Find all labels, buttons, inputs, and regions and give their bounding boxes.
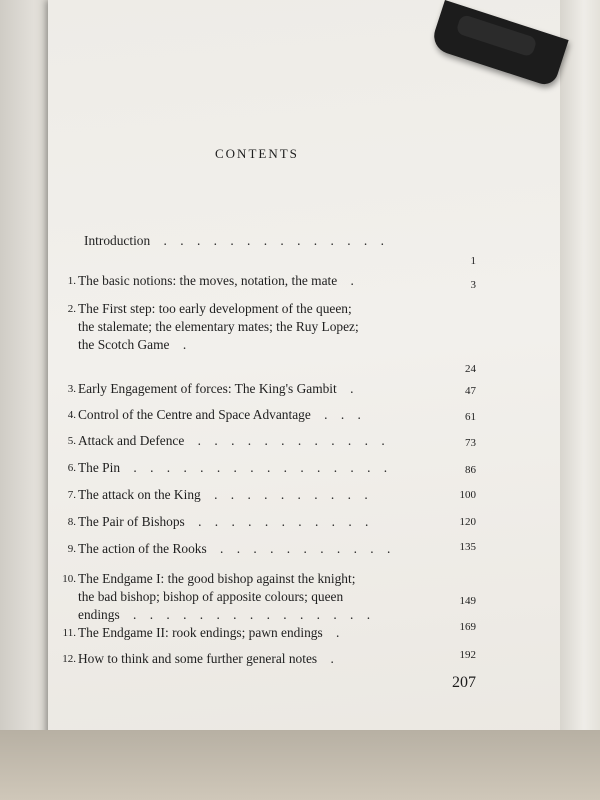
toc-entry-number: 4. xyxy=(67,409,76,421)
toc-entry-number: 9. xyxy=(67,543,76,555)
toc-entry-page: 47 xyxy=(465,385,476,397)
toc-entry-page: 169 xyxy=(459,621,476,633)
toc-entry-page: 1 xyxy=(470,255,476,267)
toc-entry-title: The Endgame II: rook endings; pawn endings . xyxy=(78,625,340,640)
toc-entry-title: The Endgame I: the good bishop against the knight; the bad bishop; bishop of apposite colours; queen endings . . . . . . . . . . . . . . . xyxy=(78,571,371,622)
toc-entry-page: 192 xyxy=(459,649,476,661)
toc-entry-page: 135 xyxy=(459,541,476,553)
toc-entry-page: 100 xyxy=(459,489,476,501)
desk-surface xyxy=(0,730,600,800)
toc-entry-number: 7. xyxy=(67,489,76,501)
page-number: 207 xyxy=(452,674,476,691)
toc-entry-page: 3 xyxy=(470,279,476,291)
toc-entry-title: How to think and some further general notes . xyxy=(78,651,334,666)
toc-entry-title: The attack on the King . . . . . . . . . . xyxy=(78,487,368,502)
toc-entry-number: 2. xyxy=(67,303,76,315)
toc-entry-page: 61 xyxy=(465,411,476,423)
facing-page-edge xyxy=(0,0,48,745)
toc-entry-title: The Pin . . . . . . . . . . . . . . . . xyxy=(78,460,388,475)
toc-entry-number: 1. xyxy=(67,275,76,287)
toc-entry-page: 86 xyxy=(465,464,476,476)
book-page xyxy=(48,0,568,758)
toc-entry-page: 149 xyxy=(459,595,476,607)
toc-entry-title: The basic notions: the moves, notation, the mate . xyxy=(78,273,354,288)
toc-entry-title: Early Engagement of forces: The King's Gambit . xyxy=(78,381,354,396)
toc-entry-page: 24 xyxy=(465,363,476,375)
toc-entry-number: 5. xyxy=(67,435,76,447)
toc-entry-title: The Pair of Bishops . . . . . . . . . . . xyxy=(78,514,369,529)
toc-entry-title: The First step: too early development of the queen; the stalemate; the elementary mates; the Ruy Lopez; the Scotch Game . xyxy=(78,301,359,352)
toc-entry-number: 10. xyxy=(62,573,76,585)
page-stack-edge xyxy=(560,0,600,760)
toc-entry-page: 120 xyxy=(459,516,476,528)
toc-entry-number: 6. xyxy=(67,462,76,474)
toc-entry-page: 73 xyxy=(465,437,476,449)
toc-entry-title: Attack and Defence . . . . . . . . . . . . xyxy=(78,433,385,448)
toc-entry-number: 11. xyxy=(62,627,76,639)
toc-entry-title: Control of the Centre and Space Advantage . . . xyxy=(78,407,361,422)
toc-entry-title: Introduction . . . . . . . . . . . . . . xyxy=(84,233,384,248)
toc-entry-number: 12. xyxy=(62,653,76,665)
toc-entry-number: 3. xyxy=(67,383,76,395)
toc-entry-number: 8. xyxy=(67,516,76,528)
toc-entry-title: The action of the Rooks . . . . . . . . . . . xyxy=(78,541,391,556)
contents-heading: CONTENTS xyxy=(215,146,299,161)
